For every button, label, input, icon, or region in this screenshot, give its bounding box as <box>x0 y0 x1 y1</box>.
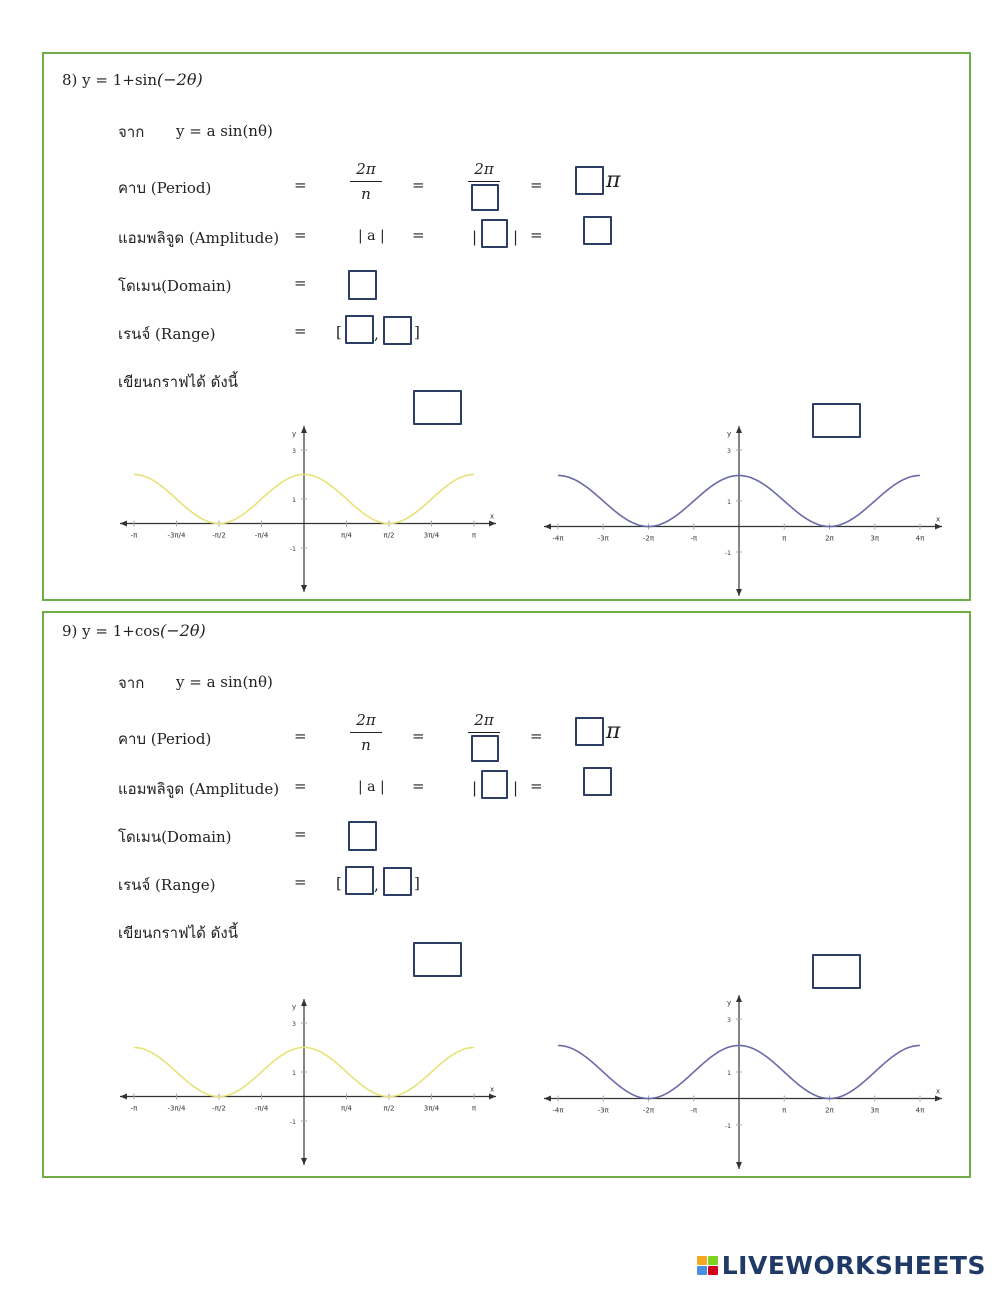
logo-mark-icon <box>697 1256 718 1275</box>
range-open-bracket: [ <box>336 874 342 892</box>
period-fraction: 2π n <box>346 711 386 754</box>
y-axis-label: y <box>292 430 297 438</box>
equals-sign: = <box>294 322 307 340</box>
x-tick-label: -π/4 <box>254 531 269 540</box>
range-close-bracket: ] <box>414 323 420 341</box>
x-axis-arrow-left <box>544 524 551 530</box>
amplitude-a-input[interactable] <box>481 219 508 248</box>
logo-text: LIVEWORKSHEETS <box>721 1251 986 1280</box>
range-label: เรนจ์ (Range) <box>118 325 216 343</box>
y-tick-label: 1 <box>292 497 296 504</box>
x-tick-label: -3π <box>597 1106 609 1115</box>
amplitude-answer-input[interactable] <box>583 767 612 796</box>
amplitude-a-input[interactable] <box>481 770 508 799</box>
equals-sign: = <box>294 727 307 745</box>
x-axis-arrow-left <box>120 521 127 527</box>
x-tick-label: 3π <box>870 1106 880 1115</box>
x-axis-arrow-left <box>544 1096 551 1102</box>
y-axis-arrow-bottom <box>736 1162 742 1169</box>
y-axis-arrow-bottom <box>301 1158 307 1165</box>
y-axis-label: y <box>727 999 732 1007</box>
y-tick-label: 1 <box>727 499 731 506</box>
x-axis-label: x <box>936 515 941 524</box>
range-min-input[interactable] <box>345 866 374 895</box>
period-n-input[interactable] <box>471 184 499 211</box>
y-tick-label: -1 <box>290 546 296 553</box>
equals-sign: = <box>412 226 425 244</box>
amplitude-label: แอมพลิจูด (Amplitude) <box>118 229 280 247</box>
x-tick-label: -π <box>130 1104 138 1113</box>
x-tick-label: 2π <box>825 1106 834 1115</box>
y-axis-arrow-top <box>301 999 307 1006</box>
abs-bar-left: | <box>472 228 478 246</box>
period-answer-input[interactable] <box>575 717 604 746</box>
equals-sign: = <box>294 176 307 194</box>
y-tick-label: 1 <box>727 1070 731 1077</box>
range-close-bracket: ] <box>414 874 420 892</box>
period-fraction: 2π n <box>346 160 386 203</box>
domain-input[interactable] <box>348 821 377 851</box>
from-formula: y = a sin(nθ) <box>176 673 273 691</box>
graph-right <box>534 424 946 600</box>
from-formula: y = a sin(nθ) <box>176 122 273 140</box>
x-tick-label: -3π/4 <box>167 1104 186 1113</box>
problem-title: 8) y = 1+sin(−2θ) <box>62 70 203 89</box>
range-comma: , <box>374 876 379 894</box>
x-tick-label: π/2 <box>383 531 395 540</box>
from-label: จาก <box>118 123 145 141</box>
graph-left <box>110 997 500 1169</box>
x-tick-label: π <box>471 1104 477 1113</box>
x-tick-label: -π/4 <box>254 1104 269 1113</box>
x-tick-label: -π <box>690 534 698 543</box>
x-tick-label: -π <box>690 1106 698 1115</box>
x-tick-label: 2π <box>825 534 834 543</box>
y-axis-arrow-top <box>301 426 307 433</box>
equals-sign: = <box>530 226 543 244</box>
pi-symbol: π <box>606 168 621 193</box>
equals-sign: = <box>530 727 543 745</box>
graph-match-input-left[interactable] <box>413 942 462 977</box>
range-label: เรนจ์ (Range) <box>118 876 216 894</box>
period-fraction-input: 2π <box>464 160 504 185</box>
problem-card-9 <box>42 611 971 1178</box>
y-tick-label: -1 <box>290 1119 296 1126</box>
equals-sign: = <box>412 777 425 795</box>
x-tick-label: π/2 <box>383 1104 395 1113</box>
x-tick-label: -4π <box>552 534 564 543</box>
y-axis-label: y <box>292 1003 297 1011</box>
equals-sign: = <box>412 727 425 745</box>
equals-sign: = <box>294 226 307 244</box>
equals-sign: = <box>530 176 543 194</box>
period-n-input[interactable] <box>471 735 499 762</box>
abs-bar-right: | <box>513 228 519 246</box>
range-max-input[interactable] <box>383 316 412 345</box>
graph-match-input-left[interactable] <box>413 390 462 425</box>
range-max-input[interactable] <box>383 867 412 896</box>
period-answer-input[interactable] <box>575 166 604 195</box>
pi-symbol: π <box>606 719 621 744</box>
graph-match-input-right[interactable] <box>812 954 861 989</box>
graph-right <box>534 993 946 1173</box>
problem-card-8 <box>42 52 971 601</box>
x-axis-arrow-left <box>120 1094 127 1100</box>
equals-sign: = <box>530 777 543 795</box>
x-axis-arrow-right <box>489 1094 496 1100</box>
y-axis-arrow-top <box>736 995 742 1002</box>
period-label: คาบ (Period) <box>118 179 212 197</box>
x-tick-label: -3π <box>597 534 609 543</box>
graph-label: เขียนกราฟได้ ดังนี้ <box>118 373 238 391</box>
y-tick-label: 3 <box>727 448 731 455</box>
amplitude-answer-input[interactable] <box>583 216 612 245</box>
y-axis-arrow-top <box>736 426 742 433</box>
domain-label: โดเมน(Domain) <box>118 277 232 295</box>
equals-sign: = <box>294 873 307 891</box>
y-tick-label: 3 <box>727 1017 731 1024</box>
abs-a: | a | <box>358 228 385 244</box>
liveworksheets-logo <box>697 1251 986 1280</box>
x-tick-label: -π/2 <box>212 1104 226 1113</box>
abs-bar-right: | <box>513 779 519 797</box>
from-label: จาก <box>118 674 145 692</box>
amplitude-label: แอมพลิจูด (Amplitude) <box>118 780 280 798</box>
period-label: คาบ (Period) <box>118 730 212 748</box>
domain-label: โดเมน(Domain) <box>118 828 232 846</box>
x-tick-label: π/4 <box>340 531 353 540</box>
range-open-bracket: [ <box>336 323 342 341</box>
problem-title: 9) y = 1+cos(−2θ) <box>62 621 206 640</box>
equals-sign: = <box>294 274 307 292</box>
x-tick-label: -3π/4 <box>167 531 186 540</box>
y-tick-label: -1 <box>725 550 731 557</box>
y-tick-label: 3 <box>292 448 296 455</box>
abs-a: | a | <box>358 779 385 795</box>
x-tick-label: -2π <box>642 534 655 543</box>
x-tick-label: -π/2 <box>212 531 226 540</box>
y-tick-label: -1 <box>725 1123 731 1130</box>
x-tick-label: π <box>782 534 787 543</box>
y-axis-label: y <box>727 430 732 438</box>
x-tick-label: 4π <box>915 534 925 543</box>
x-axis-label: x <box>490 512 495 521</box>
graph-label: เขียนกราฟได้ ดังนี้ <box>118 924 238 942</box>
x-tick-label: 3π/4 <box>423 531 440 540</box>
x-axis-label: x <box>490 1085 495 1094</box>
x-axis-label: x <box>936 1087 941 1096</box>
y-tick-label: 1 <box>292 1070 296 1077</box>
x-tick-label: 3π <box>870 534 880 543</box>
x-tick-label: π <box>782 1106 787 1115</box>
x-tick-label: -2π <box>642 1106 655 1115</box>
x-tick-label: π/4 <box>340 1104 353 1113</box>
y-tick-label: 3 <box>292 1021 296 1028</box>
equals-sign: = <box>294 825 307 843</box>
range-min-input[interactable] <box>345 315 374 344</box>
equals-sign: = <box>294 777 307 795</box>
y-axis-arrow-bottom <box>736 589 742 596</box>
x-tick-label: π <box>471 531 477 540</box>
equals-sign: = <box>412 176 425 194</box>
x-tick-label: 4π <box>915 1106 925 1115</box>
x-tick-label: -π <box>130 531 138 540</box>
domain-input[interactable] <box>348 270 377 300</box>
x-axis-arrow-right <box>489 521 496 527</box>
x-axis-arrow-right <box>935 1096 942 1102</box>
x-axis-arrow-right <box>935 524 942 530</box>
range-comma: , <box>374 325 379 343</box>
x-tick-label: -4π <box>552 1106 564 1115</box>
y-axis-arrow-bottom <box>301 585 307 592</box>
period-fraction-input: 2π <box>464 711 504 736</box>
abs-bar-left: | <box>472 779 478 797</box>
x-tick-label: 3π/4 <box>423 1104 440 1113</box>
graph-left <box>110 424 500 596</box>
